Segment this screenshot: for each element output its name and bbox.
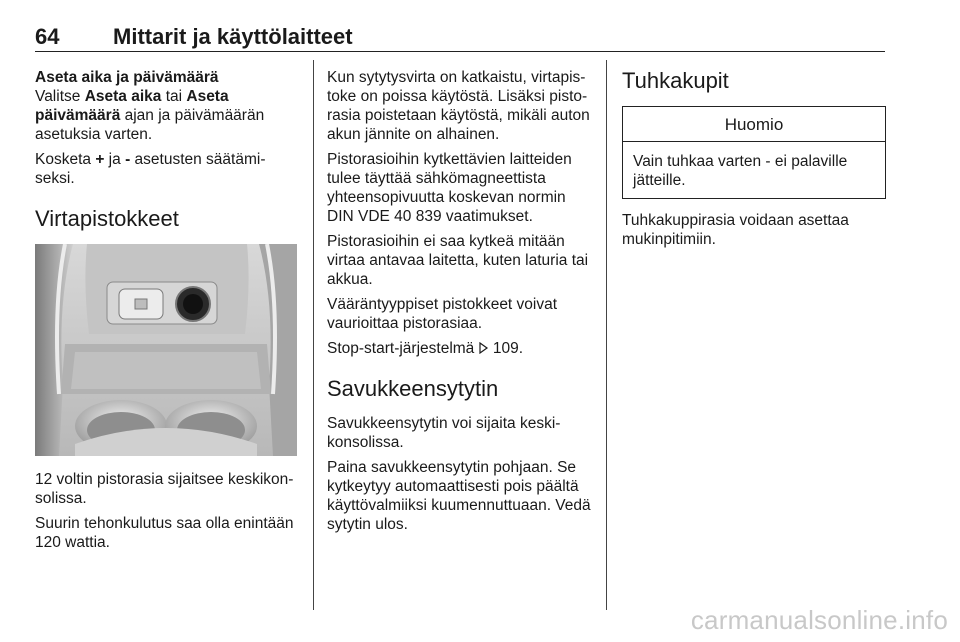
column-left [35, 68, 297, 558]
text: Valitse [35, 88, 85, 105]
column-divider [606, 60, 607, 610]
watermark: carmanualsonline.info [690, 605, 948, 635]
paragraph: Savukkeensytytin voi sijaita keski-konsolissa. [327, 415, 561, 451]
paragraph: Tuhkakuppirasia voidaan asettaa mukinpitimiin. [622, 212, 849, 248]
paragraph: Vääräntyyppiset pistokkeet voivat vaurioittaa pistorasiaa. [327, 296, 558, 332]
page-reference: 109. [492, 340, 524, 357]
paragraph: Paina savukkeensytytin pohjaan. Se kytkeytyy automaattisesti pois päältä käyttövalmiiksi kuumennuttuaan. Vedä sytytin ulos. [327, 459, 591, 533]
paragraph: Pistorasioihin ei saa kytkeä mitään virtaa antavaa laitetta, kuten laturia tai akkua. [327, 233, 589, 288]
notice-box [622, 106, 886, 199]
header-rule [35, 51, 885, 52]
section-heading: Savukkeensytytin [327, 376, 499, 401]
text: ja [104, 151, 126, 168]
section-heading: Tuhkakupit [622, 68, 729, 93]
column-middle [327, 68, 593, 540]
paragraph: 12 voltin pistorasia sijaitsee keskikon-solissa. [35, 471, 294, 507]
text: asetusten säätämi-seksi. [35, 151, 266, 187]
paragraph [35, 87, 297, 144]
page-title: Mittarit ja käyttölaitteet [113, 24, 353, 49]
column-divider [313, 60, 314, 610]
subheading: Aseta aika ja päivämäärä [35, 69, 219, 86]
paragraph: Kun sytytysvirta on katkaistu, virtapis-toke on poissa käytöstä. Lisäksi pisto-rasia poistetaan käytöstä, mikäli auton akun jännite on alhainen. [327, 69, 590, 143]
notice-body: Vain tuhkaa varten - ei palaville jätteille. [633, 153, 848, 189]
text: Kosketa [35, 151, 96, 168]
paragraph: Pistorasioihin kytkettävien laitteiden tulee täyttää sähkömagneettista yhteensopivuutta koskevan normin DIN VDE 40 839 vaatimukset. [327, 151, 572, 225]
bold-term: Aseta aika [84, 88, 162, 105]
page-header [35, 24, 885, 54]
notice-title: Huomio [623, 107, 885, 142]
paragraph: Suurin tehonkulutus saa olla enintään 120 wattia. [35, 515, 294, 551]
paragraph [35, 150, 297, 188]
page-number: 64 [35, 24, 60, 49]
column-right [622, 68, 886, 255]
text: Stop-start-järjestelmä [327, 340, 479, 357]
page-reference-icon [479, 342, 489, 354]
power-outlet-illustration [35, 244, 297, 456]
text: tai [161, 88, 187, 105]
section-heading: Virtapistokkeet [35, 206, 179, 231]
minus-symbol: - [125, 151, 131, 168]
paragraph [327, 339, 593, 358]
bold-term: Aseta päivämäärä [35, 88, 229, 124]
text: ajan ja päivämäärän asetuksia varten. [35, 107, 265, 143]
plus-symbol: + [95, 151, 105, 168]
